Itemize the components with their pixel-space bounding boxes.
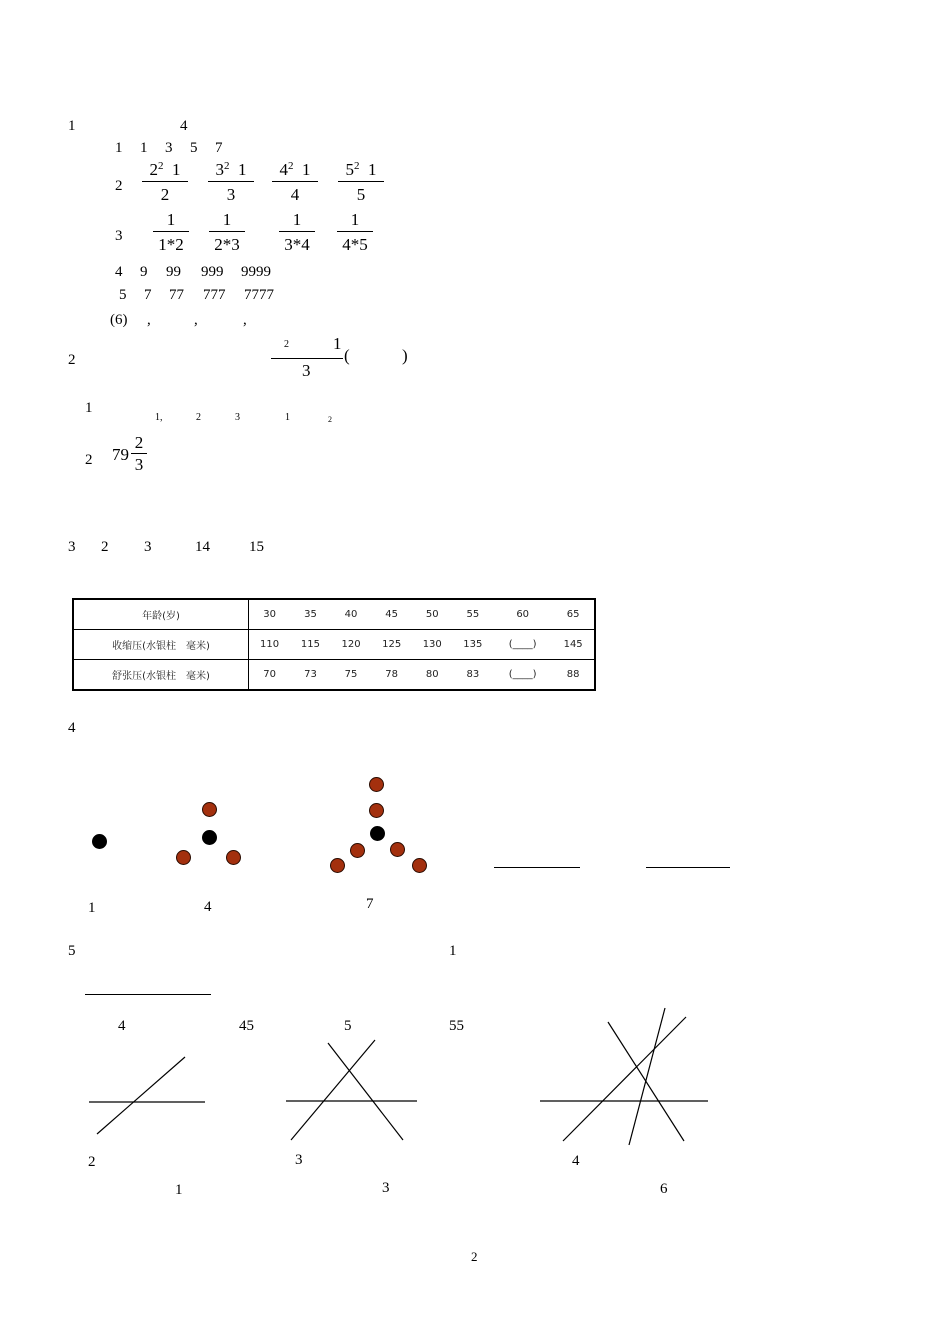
q2-sub2-label: 2 [85, 452, 93, 468]
table-header-label: 年龄(岁) [73, 599, 249, 630]
q1-row6-label: (6) [110, 312, 128, 328]
q1-row2-fraction: $3^2$ 1 3 [208, 161, 254, 203]
q1-row3-fraction: 1 1*2 [153, 211, 189, 253]
q5-number: 5 [68, 943, 76, 959]
table-cell: 83 [453, 660, 494, 691]
figure-line [291, 1040, 375, 1140]
q2-sub2-fraction: 2 3 [131, 434, 147, 473]
table-cell: 40 [344, 609, 358, 620]
q1-row1-value: 3 [165, 140, 173, 156]
q1-row4-value: 9999 [241, 264, 271, 280]
table-cell: 35 [304, 609, 317, 620]
q3-item: 2 [101, 539, 109, 555]
table-row-label: 收缩压(水银柱 毫米) [73, 630, 249, 660]
q1-row2-label: 2 [115, 178, 123, 194]
page-number: 2 [471, 1249, 478, 1264]
q4-caption: 1 [88, 900, 96, 916]
q1-row5-value: 7 [144, 287, 152, 303]
q1-row1-label: 1 [115, 140, 123, 156]
answer-blank[interactable]: (____) [493, 630, 552, 660]
q2-paren-open: ( [344, 346, 350, 365]
q1-row5-value: 777 [203, 287, 226, 303]
figure-caption: 3 [382, 1180, 390, 1196]
figure-id: 4 [572, 1153, 580, 1169]
q3-item: 14 [195, 539, 210, 555]
q1-row1-value: 1 [140, 140, 148, 156]
q1-row1-value: 7 [215, 140, 223, 156]
q2-sub1-label: 1 [85, 400, 93, 416]
figure-line [563, 1017, 686, 1141]
q2-number: 2 [68, 352, 76, 368]
q3-number: 3 [68, 539, 76, 555]
table-cell: 50 [425, 609, 439, 620]
q1-count: 4 [180, 118, 188, 134]
table-cell: 78 [371, 660, 412, 691]
table-cell: 55 [466, 609, 480, 620]
figure-line [328, 1043, 403, 1140]
figure-caption: 1 [175, 1182, 183, 1198]
table-cell: 135 [453, 630, 494, 660]
table-cell: 125 [371, 630, 412, 660]
table-cell: 75 [331, 660, 372, 691]
q2-sub1-small: 2 [328, 415, 332, 424]
q4-number: 4 [68, 720, 76, 736]
table-cell: 110 [249, 630, 291, 660]
figure-id: 2 [88, 1154, 96, 1170]
figure-line [97, 1057, 185, 1134]
q1-row5-label: 5 [119, 287, 127, 303]
table-row-label: 舒张压(水银柱 毫米) [73, 660, 249, 691]
figure-id: 3 [295, 1152, 303, 1168]
q1-row5-value: 77 [169, 287, 184, 303]
q5-label: 55 [449, 1018, 464, 1034]
q2-sub1-small: 2 [196, 412, 201, 423]
q2-frac-exponent: 2 [284, 339, 289, 350]
table-cell: 145 [552, 630, 595, 660]
table-cell: 70 [249, 660, 291, 691]
q2-sub2-whole: 79 [112, 445, 129, 464]
q1-row3-fraction: 1 2*3 [209, 211, 245, 253]
q2-sub1-small: 1, [155, 412, 163, 423]
table-cell: 30 [263, 609, 276, 620]
table-cell: 115 [290, 630, 331, 660]
table-cell: 65 [566, 609, 580, 620]
q2-frac-one: 1 [333, 334, 342, 353]
q1-row2-fraction: $5^2$ 1 5 [338, 161, 384, 203]
q1-row3-label: 3 [115, 228, 123, 244]
q1-row4-value: 99 [166, 264, 181, 280]
q1-row4-value: 999 [201, 264, 224, 280]
q4-caption: 7 [366, 896, 374, 912]
q1-row6-comma: , [243, 312, 247, 328]
table-cell: 120 [331, 630, 372, 660]
table-cell: 60 [516, 609, 530, 620]
q1-row4-value: 9 [140, 264, 148, 280]
table-cell: 45 [385, 609, 398, 620]
table-cell: 80 [412, 660, 453, 691]
q3-item: 15 [249, 539, 264, 555]
q2-paren-close: ) [402, 346, 408, 365]
q1-row2-fraction: $4^2$ 1 4 [272, 161, 318, 203]
table-cell: 88 [552, 660, 595, 691]
q4-caption: 4 [204, 899, 212, 915]
q1-row5-value: 7777 [244, 287, 274, 303]
q1-number: 1 [68, 118, 76, 134]
q1-row2-fraction: $2^2$ 1 2 [142, 161, 188, 203]
q2-frac-den: 3 [302, 361, 311, 380]
q1-row6-comma: , [147, 312, 151, 328]
table-cell: 130 [412, 630, 453, 660]
q3-item: 3 [144, 539, 152, 555]
q1-row6-comma: , [194, 312, 198, 328]
q2-sub1-small: 1 [285, 412, 290, 423]
q5-label: 5 [344, 1018, 352, 1034]
answer-blank[interactable]: (____) [493, 660, 552, 691]
q5-right-number: 1 [449, 943, 457, 959]
figure-caption: 6 [660, 1181, 668, 1197]
q1-row3-fraction: 1 3*4 [279, 211, 315, 253]
q5-label: 4 [118, 1018, 126, 1034]
q2-sub1-small: 3 [235, 412, 240, 423]
figure-line [629, 1008, 665, 1145]
table-cell: 73 [290, 660, 331, 691]
q1-row1-value: 5 [190, 140, 198, 156]
q1-row4-label: 4 [115, 264, 123, 280]
q5-label: 45 [239, 1018, 254, 1034]
q1-row3-fraction: 1 4*5 [337, 211, 373, 253]
